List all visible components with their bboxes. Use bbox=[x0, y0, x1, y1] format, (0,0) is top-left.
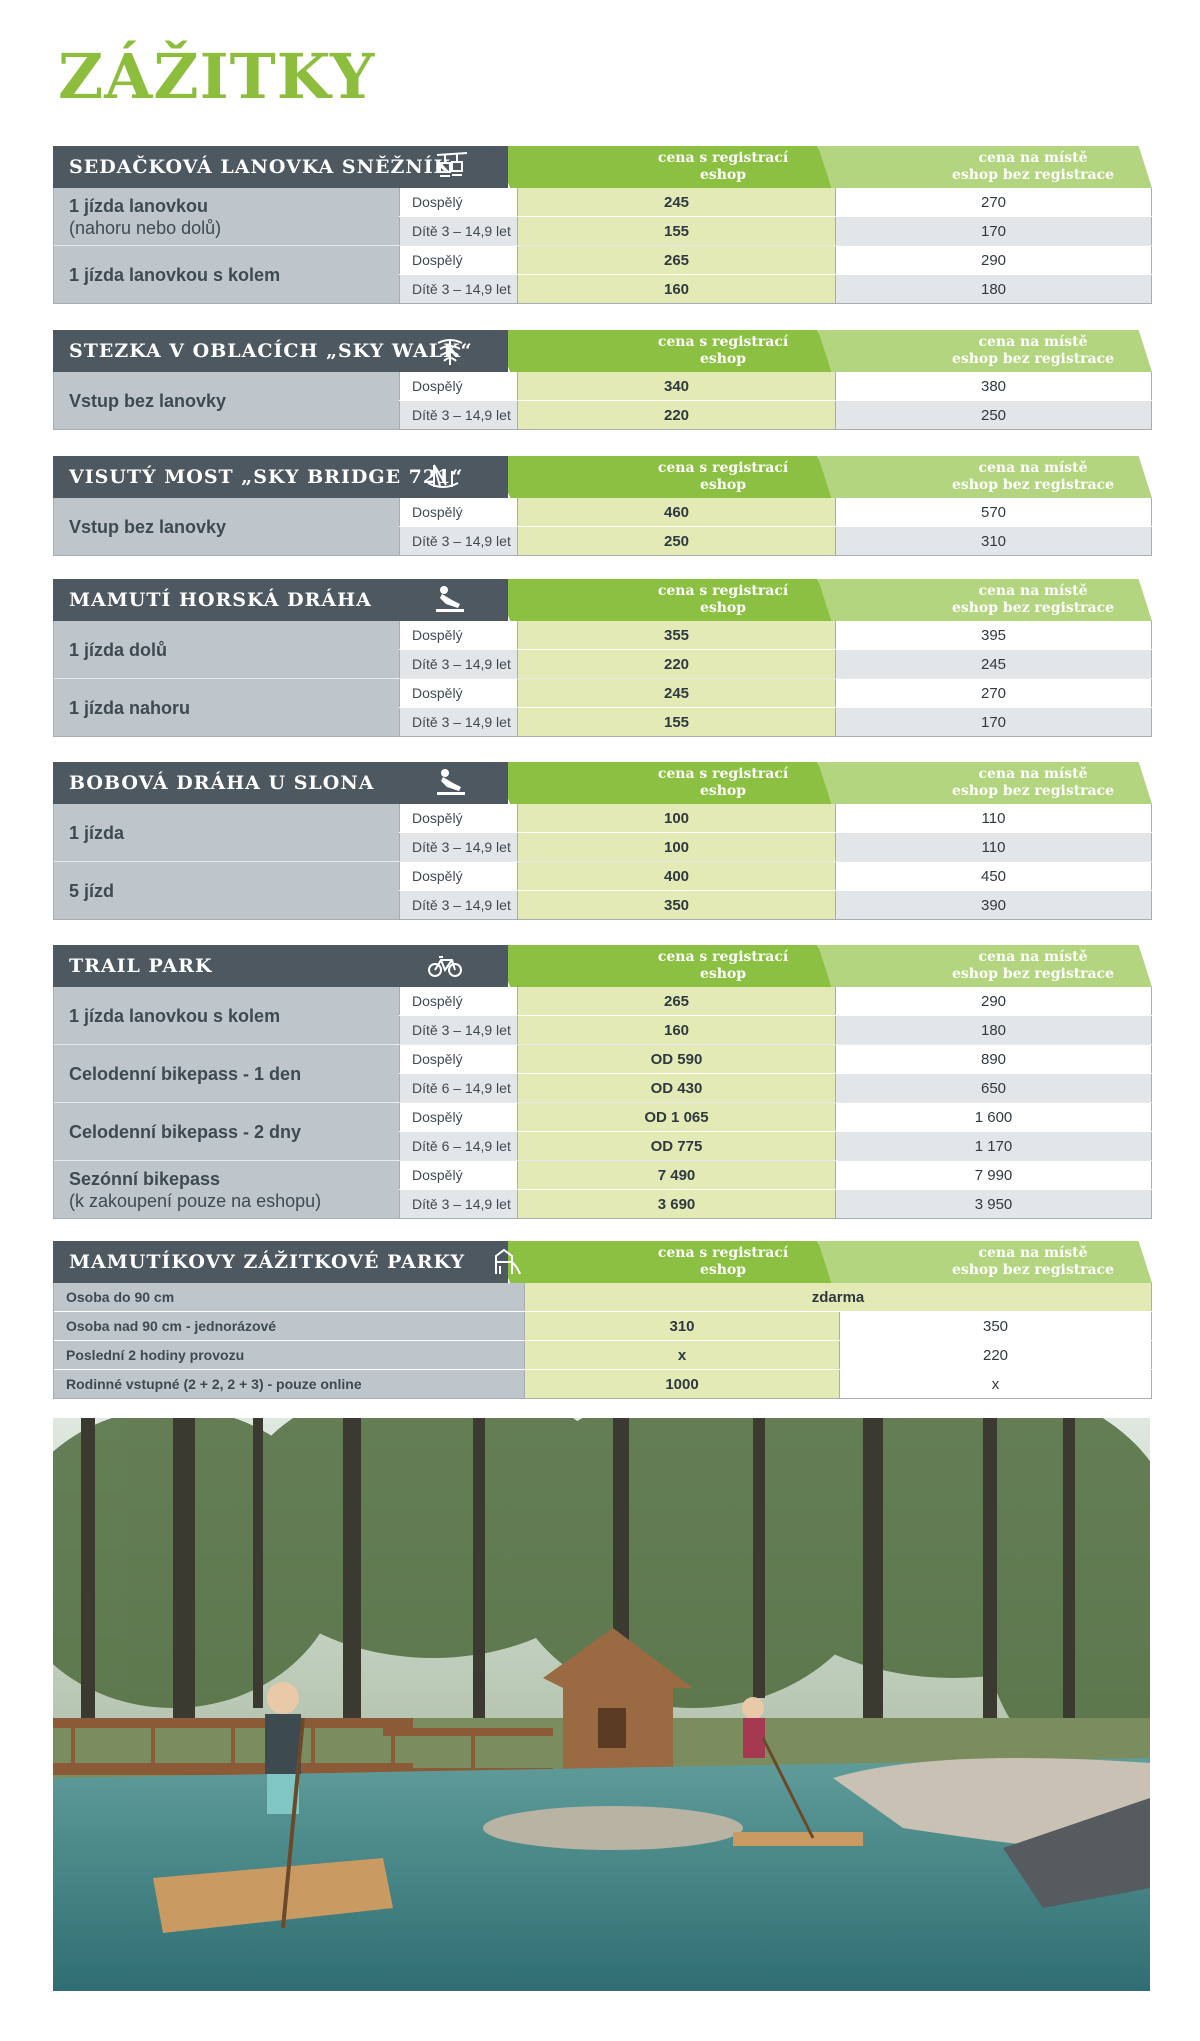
eshop-price: 310 bbox=[524, 1312, 839, 1340]
product-group bbox=[54, 1044, 1152, 1102]
product-note: (nahoru nebo dolů) bbox=[69, 217, 222, 238]
section-title: VISUTÝ MOST „SKY BRIDGE 721“ bbox=[69, 466, 464, 488]
eshop-price: OD 590 bbox=[517, 1045, 835, 1073]
price-table bbox=[53, 372, 1152, 430]
product-label bbox=[54, 1103, 399, 1160]
product-group bbox=[54, 861, 1152, 919]
product-note: (k zakoupení pouze na eshopu) bbox=[69, 1190, 322, 1211]
eshop-price: 250 bbox=[517, 527, 835, 555]
onsite-price: 290 bbox=[835, 246, 1152, 274]
product-name: Celodenní bikepass - 1 den bbox=[69, 1063, 302, 1084]
ticket-category: Dítě 3 – 14,9 let bbox=[399, 708, 517, 736]
price-section bbox=[53, 456, 1152, 556]
section-title: STEZKA V OBLACÍCH „SKY WALK“ bbox=[69, 340, 473, 362]
onsite-price: 890 bbox=[835, 1045, 1152, 1073]
eshop-price: 400 bbox=[517, 862, 835, 890]
onsite-price: 450 bbox=[835, 862, 1152, 890]
eshop-price: 160 bbox=[517, 275, 835, 303]
product-group bbox=[54, 1160, 1152, 1218]
price-row bbox=[399, 188, 1152, 217]
parks-section bbox=[53, 1241, 1152, 1399]
playground-icon bbox=[488, 1246, 522, 1278]
eshop-price: 100 bbox=[517, 833, 835, 861]
ticket-category: Dítě 3 – 14,9 let bbox=[399, 1016, 517, 1044]
onsite-price: 245 bbox=[835, 650, 1152, 678]
column-header-onsite: cena na místě eshop bez registrace bbox=[951, 460, 1115, 493]
ticket-category: Dospělý bbox=[399, 1103, 517, 1131]
ticket-category: Dítě 3 – 14,9 let bbox=[399, 217, 517, 245]
price-row bbox=[399, 1161, 1152, 1190]
column-header-onsite: cena na místě eshop bez registrace bbox=[951, 1245, 1115, 1278]
section-header bbox=[53, 330, 1152, 372]
price-section bbox=[53, 146, 1152, 304]
price-row bbox=[399, 498, 1152, 527]
eshop-price: OD 1 065 bbox=[517, 1103, 835, 1131]
column-header-onsite: cena na místě eshop bez registrace bbox=[951, 334, 1115, 367]
product-group bbox=[54, 1102, 1152, 1160]
eshop-price: OD 775 bbox=[517, 1132, 835, 1160]
onsite-price: 270 bbox=[835, 188, 1152, 216]
section-header bbox=[53, 579, 1152, 621]
price-row bbox=[399, 275, 1152, 303]
eshop-price: 340 bbox=[517, 372, 835, 400]
column-header-eshop: cena s registrací eshop bbox=[657, 1245, 789, 1278]
eshop-price: 155 bbox=[517, 708, 835, 736]
product-label bbox=[54, 372, 399, 429]
section-header bbox=[53, 146, 1152, 188]
onsite-price: 180 bbox=[835, 1016, 1152, 1044]
ticket-category: Dítě 6 – 14,9 let bbox=[399, 1074, 517, 1102]
product-label bbox=[54, 804, 399, 861]
parks-row bbox=[54, 1311, 1152, 1340]
section-header bbox=[53, 456, 1152, 498]
price-row bbox=[399, 987, 1152, 1016]
price-row bbox=[399, 401, 1152, 429]
onsite-price: 395 bbox=[835, 621, 1152, 649]
product-name: Vstup bez lanovky bbox=[69, 516, 227, 537]
product-label bbox=[54, 188, 399, 245]
product-name: 1 jízda lanovkou s kolem bbox=[69, 264, 281, 285]
parks-row bbox=[54, 1283, 1152, 1311]
column-header-onsite: cena na místě eshop bez registrace bbox=[951, 766, 1115, 799]
bobsled-icon bbox=[433, 767, 467, 799]
product-name: Vstup bez lanovky bbox=[69, 390, 227, 411]
onsite-price: 110 bbox=[835, 833, 1152, 861]
eshop-price: 460 bbox=[517, 498, 835, 526]
price-section bbox=[53, 579, 1152, 737]
column-header-eshop: cena s registrací eshop bbox=[657, 766, 789, 799]
price-section bbox=[53, 945, 1152, 1219]
price-section bbox=[53, 330, 1152, 430]
ticket-category: Dospělý bbox=[399, 621, 517, 649]
eshop-price: 265 bbox=[517, 246, 835, 274]
chairlift-icon bbox=[435, 151, 469, 183]
ticket-category: Dítě 3 – 14,9 let bbox=[399, 275, 517, 303]
price-section bbox=[53, 762, 1152, 920]
eshop-price: 100 bbox=[517, 804, 835, 832]
product-group bbox=[54, 678, 1152, 736]
onsite-price: 310 bbox=[835, 527, 1152, 555]
column-header-onsite: cena na místě eshop bez registrace bbox=[951, 150, 1115, 183]
eshop-price: 7 490 bbox=[517, 1161, 835, 1189]
column-header-eshop: cena s registrací eshop bbox=[657, 460, 789, 493]
ticket-category: Dospělý bbox=[399, 372, 517, 400]
eshop-price: 3 690 bbox=[517, 1190, 835, 1218]
eshop-price: 245 bbox=[517, 679, 835, 707]
onsite-price: 350 bbox=[839, 1312, 1152, 1340]
bridge-icon bbox=[426, 461, 460, 493]
onsite-price: x bbox=[839, 1370, 1152, 1398]
onsite-price: 650 bbox=[835, 1074, 1152, 1102]
price-row bbox=[399, 650, 1152, 678]
section-header bbox=[53, 1241, 1152, 1283]
ticket-category: Dospělý bbox=[399, 498, 517, 526]
page-title: ZÁŽITKY bbox=[58, 40, 376, 113]
column-header-eshop: cena s registrací eshop bbox=[657, 583, 789, 616]
section-header bbox=[53, 762, 1152, 804]
product-group bbox=[54, 372, 1152, 429]
onsite-price: 7 990 bbox=[835, 1161, 1152, 1189]
ticket-category: Dospělý bbox=[399, 987, 517, 1015]
ticket-category: Dospělý bbox=[399, 862, 517, 890]
price-row bbox=[399, 862, 1152, 891]
onsite-price: 3 950 bbox=[835, 1190, 1152, 1218]
price-row bbox=[399, 833, 1152, 861]
onsite-price: 180 bbox=[835, 275, 1152, 303]
product-name: 1 jízda nahoru bbox=[69, 697, 191, 718]
product-label bbox=[54, 1045, 399, 1102]
product-label bbox=[54, 246, 399, 303]
product-label bbox=[54, 498, 399, 555]
price-row bbox=[399, 1045, 1152, 1074]
ticket-category: Dítě 3 – 14,9 let bbox=[399, 650, 517, 678]
product-group bbox=[54, 621, 1152, 678]
price-row bbox=[399, 1074, 1152, 1102]
product-label bbox=[54, 862, 399, 919]
eshop-price: 265 bbox=[517, 987, 835, 1015]
ticket-category: Dítě 3 – 14,9 let bbox=[399, 527, 517, 555]
price-row bbox=[399, 804, 1152, 833]
product-name: Celodenní bikepass - 2 dny bbox=[69, 1121, 302, 1142]
onsite-price: 270 bbox=[835, 679, 1152, 707]
onsite-price: 110 bbox=[835, 804, 1152, 832]
onsite-price: 1 600 bbox=[835, 1103, 1152, 1131]
parks-row bbox=[54, 1340, 1152, 1369]
price-row bbox=[399, 1103, 1152, 1132]
eshop-price: 1000 bbox=[524, 1370, 839, 1398]
forest-playground-illustration bbox=[53, 1418, 1150, 1991]
onsite-price: 170 bbox=[835, 708, 1152, 736]
product-label bbox=[54, 987, 399, 1044]
ticket-category: Dospělý bbox=[399, 804, 517, 832]
price-table bbox=[53, 621, 1152, 737]
section-title: MAMUTÍ HORSKÁ DRÁHA bbox=[69, 589, 372, 611]
ticket-category: Dítě 6 – 14,9 let bbox=[399, 1132, 517, 1160]
product-name: Sezónní bikepass bbox=[69, 1168, 221, 1189]
ticket-category: Dítě 3 – 14,9 let bbox=[399, 891, 517, 919]
sky-walk-icon bbox=[433, 335, 467, 367]
section-title: TRAIL PARK bbox=[69, 955, 213, 977]
product-group bbox=[54, 987, 1152, 1044]
parks-row-label: Osoba do 90 cm bbox=[54, 1283, 524, 1311]
ticket-category: Dospělý bbox=[399, 246, 517, 274]
eshop-price: 160 bbox=[517, 1016, 835, 1044]
ticket-category: Dospělý bbox=[399, 1161, 517, 1189]
ticket-category: Dospělý bbox=[399, 679, 517, 707]
price-row bbox=[399, 708, 1152, 736]
product-group bbox=[54, 245, 1152, 303]
price-table bbox=[53, 188, 1152, 304]
column-header-eshop: cena s registrací eshop bbox=[657, 150, 789, 183]
section-title: MAMUTÍKOVY ZÁŽITKOVÉ PARKY bbox=[69, 1251, 466, 1273]
product-group bbox=[54, 188, 1152, 245]
price-row bbox=[399, 217, 1152, 245]
section-title: SEDAČKOVÁ LANOVKA SNĚŽNÍK bbox=[69, 156, 452, 178]
column-header-onsite: cena na místě eshop bez registrace bbox=[951, 583, 1115, 616]
eshop-price: 350 bbox=[517, 891, 835, 919]
price-row bbox=[399, 527, 1152, 555]
section-header bbox=[53, 945, 1152, 987]
product-name: 5 jízd bbox=[69, 880, 115, 901]
onsite-price: 380 bbox=[835, 372, 1152, 400]
column-header-onsite: cena na místě eshop bez registrace bbox=[951, 949, 1115, 982]
eshop-price: 245 bbox=[517, 188, 835, 216]
eshop-price: 220 bbox=[517, 650, 835, 678]
onsite-price: 1 170 bbox=[835, 1132, 1152, 1160]
price-row bbox=[399, 679, 1152, 708]
product-group bbox=[54, 804, 1152, 861]
onsite-price: 250 bbox=[835, 401, 1152, 429]
eshop-price: 220 bbox=[517, 401, 835, 429]
product-label bbox=[54, 1161, 399, 1218]
price-table bbox=[53, 804, 1152, 920]
product-label bbox=[54, 621, 399, 678]
product-name: 1 jízda bbox=[69, 822, 125, 843]
column-header-eshop: cena s registrací eshop bbox=[657, 334, 789, 367]
price-row bbox=[399, 1190, 1152, 1218]
onsite-price: 390 bbox=[835, 891, 1152, 919]
free-entry-value: zdarma bbox=[524, 1283, 1152, 1311]
ticket-category: Dospělý bbox=[399, 1045, 517, 1073]
ticket-category: Dítě 3 – 14,9 let bbox=[399, 401, 517, 429]
price-row bbox=[399, 621, 1152, 650]
bike-icon bbox=[428, 950, 462, 982]
onsite-price: 220 bbox=[839, 1341, 1152, 1369]
product-label bbox=[54, 679, 399, 736]
eshop-price: OD 430 bbox=[517, 1074, 835, 1102]
parks-row-label: Rodinné vstupné (2 + 2, 2 + 3) - pouze online bbox=[54, 1370, 524, 1398]
price-row bbox=[399, 372, 1152, 401]
product-group bbox=[54, 498, 1152, 555]
ticket-category: Dítě 3 – 14,9 let bbox=[399, 833, 517, 861]
product-name: 1 jízda lanovkou s kolem bbox=[69, 1005, 281, 1026]
price-row bbox=[399, 1016, 1152, 1044]
column-header-eshop: cena s registrací eshop bbox=[657, 949, 789, 982]
forest-playground-photo bbox=[53, 1418, 1150, 1991]
eshop-price: 155 bbox=[517, 217, 835, 245]
product-name: 1 jízda dolů bbox=[69, 639, 168, 660]
price-row bbox=[399, 246, 1152, 275]
parks-row-label: Osoba nad 90 cm - jednorázové bbox=[54, 1312, 524, 1340]
eshop-price: 355 bbox=[517, 621, 835, 649]
price-table bbox=[53, 498, 1152, 556]
parks-table bbox=[53, 1283, 1152, 1399]
onsite-price: 570 bbox=[835, 498, 1152, 526]
onsite-price: 290 bbox=[835, 987, 1152, 1015]
product-name: 1 jízda lanovkou bbox=[69, 195, 209, 216]
ticket-category: Dítě 3 – 14,9 let bbox=[399, 1190, 517, 1218]
price-row bbox=[399, 1132, 1152, 1160]
bobsled-icon bbox=[432, 584, 466, 616]
section-title: BOBOVÁ DRÁHA U SLONA bbox=[69, 772, 375, 794]
parks-row bbox=[54, 1369, 1152, 1398]
onsite-price: 170 bbox=[835, 217, 1152, 245]
price-table bbox=[53, 987, 1152, 1219]
price-row bbox=[399, 891, 1152, 919]
parks-row-label: Poslední 2 hodiny provozu bbox=[54, 1341, 524, 1369]
eshop-price: x bbox=[524, 1341, 839, 1369]
ticket-category: Dospělý bbox=[399, 188, 517, 216]
